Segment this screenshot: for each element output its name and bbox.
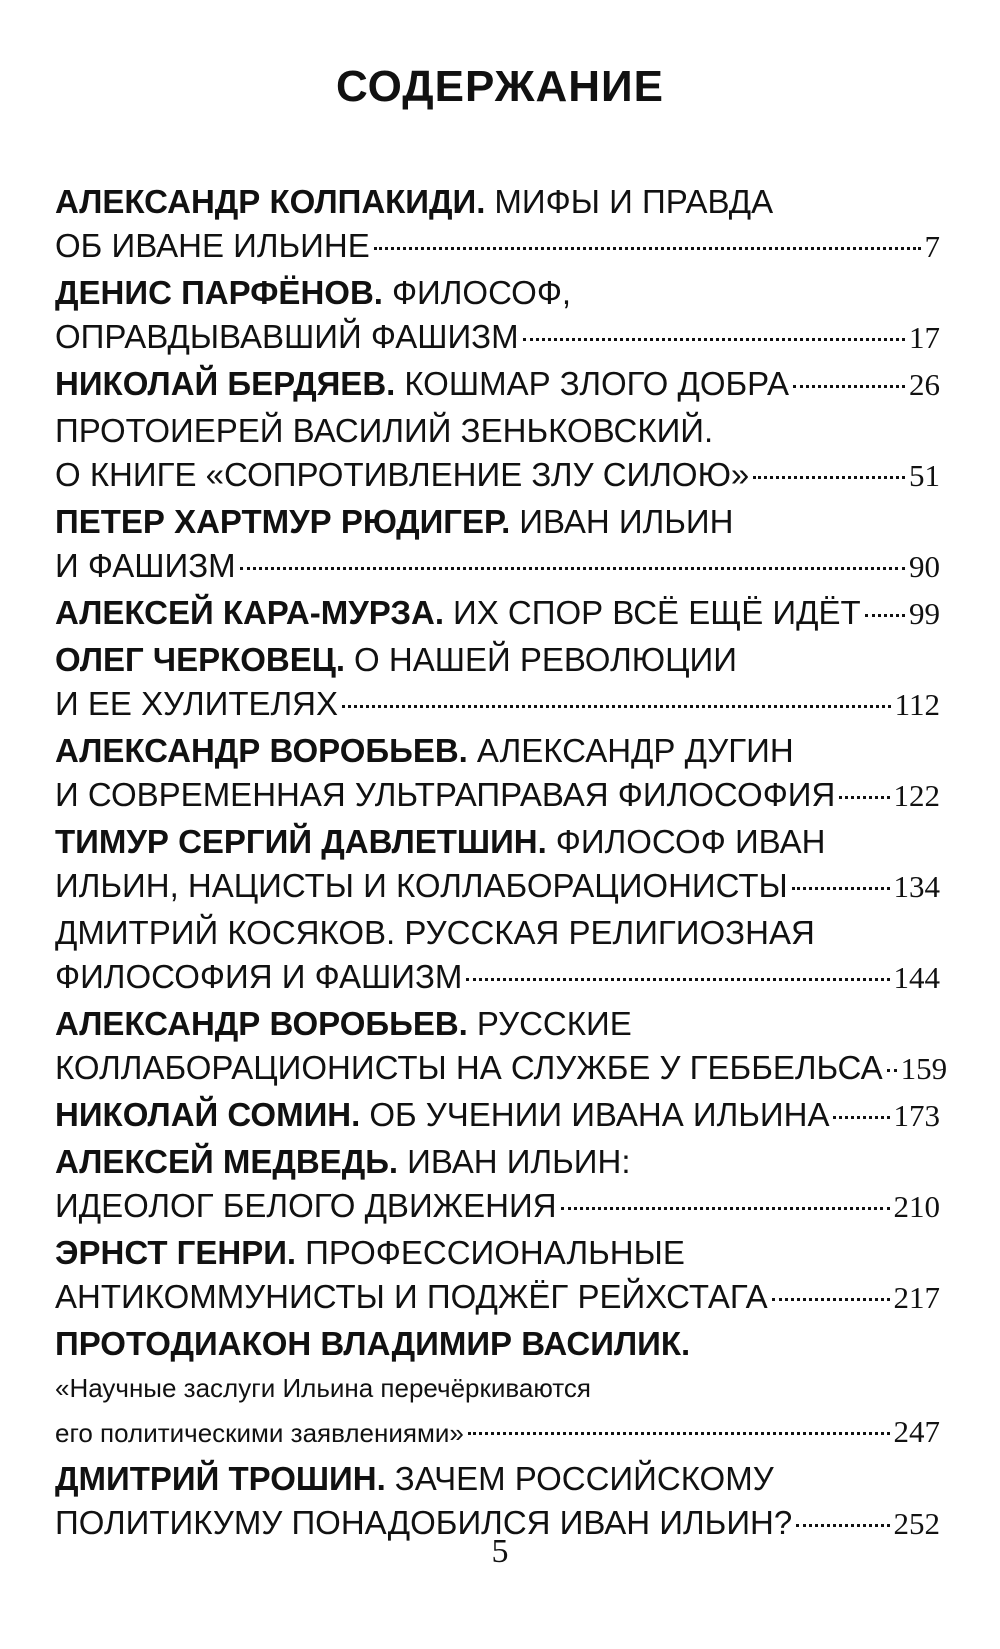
toc-page-number: 173 bbox=[893, 1098, 940, 1133]
toc-page-number: 134 bbox=[893, 869, 940, 904]
toc-author: ДМИТРИЙ ТРОШИН. bbox=[55, 1460, 386, 1497]
toc-title: ФИЛОСОФ, bbox=[391, 274, 572, 311]
toc-title: ИЛЬИН, НАЦИСТЫ И КОЛЛАБОРАЦИОНИСТЫ bbox=[55, 867, 788, 904]
toc-author: ЭРНСТ ГЕНРИ. bbox=[55, 1234, 297, 1271]
dot-leader bbox=[561, 1207, 890, 1210]
toc-title: ИВАН ИЛЬИН: bbox=[407, 1143, 631, 1180]
toc-title: АЛЕКСАНДР ДУГИН bbox=[476, 732, 794, 769]
toc-title: И СОВРЕМЕННАЯ УЛЬТРАПРАВАЯ ФИЛОСОФИЯ bbox=[55, 776, 836, 813]
toc-author: АЛЕКСАНДР ВОРОБЬЕВ. bbox=[55, 1005, 468, 1042]
toc-author: ПРОТОДИАКОН ВЛАДИМИР ВАСИЛИК. bbox=[55, 1325, 691, 1362]
toc-page-number: 122 bbox=[893, 778, 940, 813]
toc-author: ТИМУР СЕРГИЙ ДАВЛЕТШИН. bbox=[55, 823, 547, 860]
toc-page-number: 90 bbox=[909, 549, 940, 584]
toc-entry[interactable] bbox=[55, 820, 940, 909]
toc-title: АНТИКОММУНИСТЫ И ПОДЖЁГ РЕЙХСТАГА bbox=[55, 1278, 768, 1315]
toc-page-number: 144 bbox=[893, 960, 940, 995]
toc-entry[interactable] bbox=[55, 911, 940, 1000]
toc-title: ОБ ИВАНЕ ИЛЬИНЕ bbox=[55, 227, 370, 264]
toc-entry[interactable] bbox=[55, 1002, 948, 1091]
toc-title: ОБ УЧЕНИИ ИВАНА ИЛЬИНА bbox=[369, 1096, 830, 1133]
toc-page-number: 252 bbox=[893, 1506, 940, 1541]
dot-leader bbox=[887, 1069, 897, 1072]
toc-author: АЛЕКСЕЙ МЕДВЕДЬ. bbox=[55, 1143, 399, 1180]
toc-author: НИКОЛАЙ БЕРДЯЕВ. bbox=[55, 365, 396, 402]
toc-title: О НАШЕЙ РЕВОЛЮЦИИ bbox=[354, 641, 737, 678]
toc-author: АЛЕКСЕЙ КАРА-МУРЗА. bbox=[55, 594, 445, 631]
toc-title: ПРОТОИЕРЕЙ ВАСИЛИЙ ЗЕНЬКОВСКИЙ. bbox=[55, 412, 714, 449]
toc-author: АЛЕКСАНДР ВОРОБЬЕВ. bbox=[55, 732, 468, 769]
toc-title: его политическими заявлениями» bbox=[55, 1418, 464, 1448]
toc-entry[interactable] bbox=[55, 1322, 940, 1455]
toc-page-number: 17 bbox=[909, 320, 940, 355]
toc-author: АЛЕКСАНДР КОЛПАКИДИ. bbox=[55, 183, 486, 220]
toc-author: ПЕТЕР ХАРТМУР РЮДИГЕР. bbox=[55, 503, 511, 540]
toc-entry[interactable] bbox=[55, 362, 940, 407]
dot-leader bbox=[342, 705, 891, 708]
toc-title: ДМИТРИЙ КОСЯКОВ. РУССКАЯ РЕЛИГИОЗНАЯ bbox=[55, 914, 815, 951]
toc-page-number: 159 bbox=[900, 1051, 948, 1086]
toc-entry[interactable] bbox=[55, 409, 940, 498]
toc-entry[interactable] bbox=[55, 271, 940, 360]
toc-page-number: 112 bbox=[894, 687, 940, 722]
dot-leader bbox=[833, 1116, 889, 1119]
toc-title: О КНИГЕ «СОПРОТИВЛЕНИЕ ЗЛУ СИЛОЮ» bbox=[55, 456, 750, 493]
toc-author: ДЕНИС ПАРФЁНОВ. bbox=[55, 274, 383, 311]
toc-entry[interactable] bbox=[55, 729, 940, 818]
toc-title: ИХ СПОР ВСЁ ЕЩЁ ИДЁТ bbox=[453, 594, 861, 631]
dot-leader bbox=[374, 247, 921, 250]
toc-title: КОЛЛАБОРАЦИОНИСТЫ НА СЛУЖБЕ У ГЕББЕЛЬСА bbox=[55, 1049, 883, 1086]
toc-title: КОШМАР ЗЛОГО ДОБРА bbox=[404, 365, 789, 402]
dot-leader bbox=[468, 1432, 890, 1435]
toc-page-number: 99 bbox=[909, 596, 940, 631]
dot-leader bbox=[865, 614, 905, 617]
dot-leader bbox=[839, 796, 889, 799]
toc-entry[interactable] bbox=[55, 1231, 940, 1320]
dot-leader bbox=[793, 385, 905, 388]
dot-leader bbox=[792, 887, 890, 890]
toc-entry[interactable] bbox=[55, 638, 940, 727]
toc-author: ОЛЕГ ЧЕРКОВЕЦ. bbox=[55, 641, 346, 678]
toc-page-number: 217 bbox=[893, 1280, 940, 1315]
toc-entry[interactable] bbox=[55, 1093, 940, 1138]
toc-title: ОПРАВДЫВАВШИЙ ФАШИЗМ bbox=[55, 318, 519, 355]
toc-page-number: 247 bbox=[893, 1414, 940, 1449]
dot-leader bbox=[772, 1298, 890, 1301]
toc-page-number: 51 bbox=[909, 458, 940, 493]
toc-entry[interactable] bbox=[55, 1140, 940, 1229]
toc-title: «Научные заслуги Ильина перечёркиваются bbox=[55, 1373, 591, 1403]
toc-author: НИКОЛАЙ СОМИН. bbox=[55, 1096, 361, 1133]
toc-title: И ФАШИЗМ bbox=[55, 547, 236, 584]
toc-page-number: 210 bbox=[893, 1189, 940, 1224]
toc-title: РУССКИЕ bbox=[476, 1005, 632, 1042]
toc-page-number: 26 bbox=[909, 367, 940, 402]
dot-leader bbox=[753, 476, 905, 479]
toc-title: И ЕЕ ХУЛИТЕЛЯХ bbox=[55, 685, 338, 722]
toc-title: ПРОФЕССИОНАЛЬНЫЕ bbox=[305, 1234, 685, 1271]
table-of-contents bbox=[55, 180, 948, 1548]
toc-title: ФИЛОСОФ ИВАН bbox=[555, 823, 826, 860]
toc-title: ИВАН ИЛЬИН bbox=[519, 503, 734, 540]
toc-title: ИДЕОЛОГ БЕЛОГО ДВИЖЕНИЯ bbox=[55, 1187, 557, 1224]
toc-entry[interactable] bbox=[55, 591, 940, 636]
toc-entry[interactable] bbox=[55, 500, 940, 589]
page-title: СОДЕРЖАНИЕ bbox=[335, 62, 665, 111]
dot-leader bbox=[523, 338, 905, 341]
toc-page-number: 7 bbox=[924, 229, 940, 264]
toc-title: ФИЛОСОФИЯ И ФАШИЗМ bbox=[55, 958, 463, 995]
toc-title: ЗАЧЕМ РОССИЙСКОМУ bbox=[394, 1460, 774, 1497]
toc-title: ПОЛИТИКУМУ ПОНАДОБИЛСЯ ИВАН ИЛЬИН? bbox=[55, 1504, 793, 1541]
dot-leader bbox=[240, 567, 905, 570]
dot-leader bbox=[466, 978, 889, 981]
dot-leader bbox=[796, 1524, 889, 1527]
toc-title: МИФЫ И ПРАВДА bbox=[494, 183, 774, 220]
toc-entry[interactable] bbox=[55, 180, 940, 269]
page-number: 5 bbox=[491, 1533, 509, 1570]
